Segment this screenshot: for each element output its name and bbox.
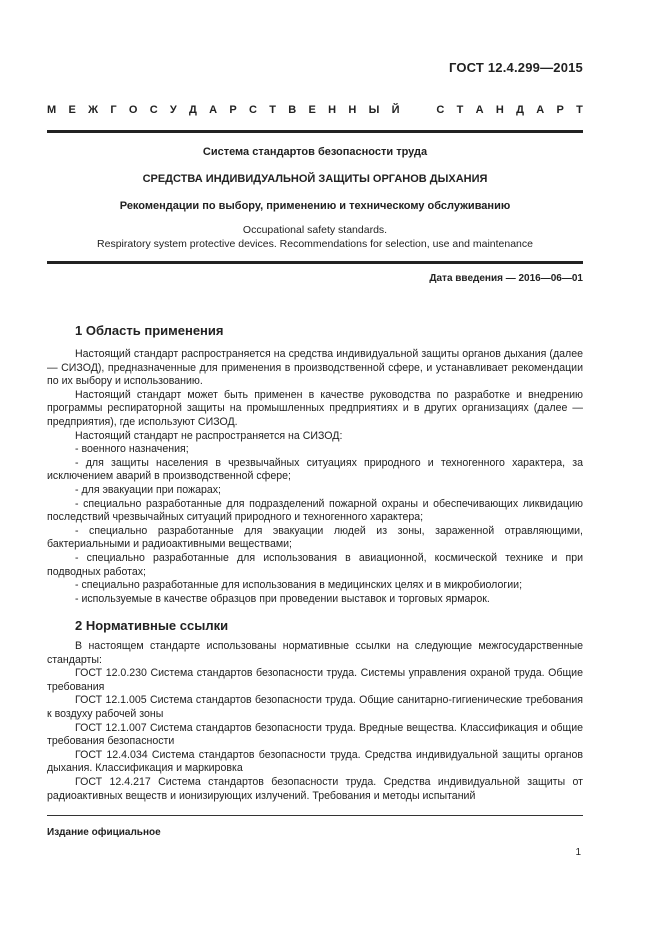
- banner-letter: С: [149, 104, 158, 116]
- subtitle: Рекомендации по выбору, применению и техническому обслуживанию: [119, 200, 511, 212]
- reference-item: ГОСТ 12.1.007 Система стандартов безопасности труда. Вредные вещества. Классификация и общие требования безопасности: [47, 721, 583, 748]
- banner-letter: Е: [308, 104, 316, 116]
- banner-letter: Е: [68, 104, 76, 116]
- main-title: СРЕДСТВА ИНДИВИДУАЛЬНОЙ ЗАЩИТЫ ОРГАНОВ ДЫХАНИЯ: [142, 173, 488, 185]
- english-title-line1: Occupational safety standards.: [242, 224, 388, 236]
- banner-letter: Ы: [368, 104, 380, 116]
- banner-letter: Й: [391, 104, 400, 116]
- list-item: - специально разработанные для подразделений пожарной охраны и обеспечивающих ликвидацию последствий чрезвычайных ситуаций природного и техногенного характера;: [47, 497, 583, 524]
- banner-letter: А: [475, 104, 484, 116]
- paragraph: В настоящем стандарте использованы нормативные ссылки на следующие межгосударственные стандарты:: [47, 640, 583, 666]
- banner-letter: О: [128, 104, 138, 116]
- banner-letter: М: [47, 104, 57, 116]
- reference-item: ГОСТ 12.1.005 Система стандартов безопасности труда. Общие санитарно-гигиенические требования к воздуху рабочей зоны: [47, 694, 583, 720]
- document-number: ГОСТ 12.4.299—2015: [448, 60, 583, 75]
- paragraph: Настоящий стандарт не распространяется на СИЗОД:: [75, 429, 343, 442]
- english-title: [47, 224, 583, 251]
- paragraph: Настоящий стандарт распространяется на средства индивидуальной защиты органов дыхания (далее — СИЗОД), предназначенные для применения в производственной сфере, и устанавливает рекомендации по их выбору и использованию.: [47, 348, 583, 388]
- list-item: - используемые в качестве образцов при проведении выставок и торговых ярмарок.: [75, 592, 490, 605]
- page-number: 1: [575, 847, 581, 858]
- title-bottom-rule: [47, 261, 583, 264]
- banner-letter: В: [288, 104, 297, 116]
- banner-letter: Н: [328, 104, 337, 116]
- section-2-heading: 2 Нормативные ссылки: [75, 618, 229, 633]
- banner-letter: Т: [456, 104, 464, 116]
- list-item: - специально разработанные для использования в авиационной, космической технике и при подводных работах;: [47, 551, 583, 578]
- introduction-date: Дата введения — 2016—06—01: [429, 273, 583, 284]
- section-1-heading: 1 Область применения: [75, 323, 224, 338]
- english-title-line2: Respiratory system protective devices. Recommendations for selection, use and maintenance: [97, 237, 533, 250]
- banner-letter: С: [249, 104, 257, 116]
- banner-letter: Г: [110, 104, 117, 116]
- reference-item: ГОСТ 12.4.034 Система стандартов безопасности труда. Средства индивидуальной защиты органов дыхания. Классификация и маркировка: [47, 748, 583, 775]
- banner-letter: Р: [556, 104, 564, 116]
- list-item: - специально разработанные для эвакуации людей из зоны, зараженной отравляющими, бактериальными и радиоактивными веществами;: [47, 524, 583, 551]
- interstate-standard-banner: [47, 101, 583, 119]
- banner-letter: С: [436, 104, 445, 116]
- banner-letter: Д: [189, 104, 197, 116]
- banner-letter: Р: [229, 104, 237, 116]
- section-1-body: [47, 348, 583, 606]
- section-2-body: [47, 640, 583, 803]
- banner-letter: Н: [495, 104, 504, 116]
- banner-letter: Д: [516, 104, 524, 116]
- system-title: Система стандартов безопасности труда: [202, 146, 428, 158]
- top-rule: [47, 130, 583, 133]
- list-item: - для эвакуации при пожарах;: [75, 483, 221, 496]
- banner-letter: Т: [269, 104, 276, 116]
- banner-letter: У: [169, 104, 177, 116]
- list-item: - для защиты населения в чрезвычайных ситуациях природного и техногенного характера, за исключением аварий в производственной сфере;: [47, 456, 583, 483]
- list-item: - военного назначения;: [75, 443, 189, 456]
- banner-letter: Н: [348, 104, 357, 116]
- reference-item: ГОСТ 12.4.217 Система стандартов безопасности труда. Средства индивидуальной защиты от радиоактивных веществ и ионизирующих излучений. Требования и методы испытаний: [47, 775, 583, 802]
- list-item: - специально разработанные для использования в медицинских целях и в микробиологии;: [75, 579, 523, 592]
- banner-letter: Ж: [88, 104, 99, 116]
- banner-letter: Т: [576, 104, 583, 116]
- reference-item: ГОСТ 12.0.230 Система стандартов безопасности труда. Системы управления охраной труда. Общие требования: [47, 667, 583, 693]
- banner-letter: А: [209, 104, 218, 116]
- paragraph: Настоящий стандарт может быть применен в качестве руководства по разработке и внедрению программы респираторной защиты на промышленных предприятиях и в других организациях (далее — предприятия), где используют СИЗОД.: [47, 388, 583, 428]
- banner-letter: А: [536, 104, 545, 116]
- footer-rule: [47, 815, 583, 816]
- edition-label: Издание официальное: [47, 827, 161, 838]
